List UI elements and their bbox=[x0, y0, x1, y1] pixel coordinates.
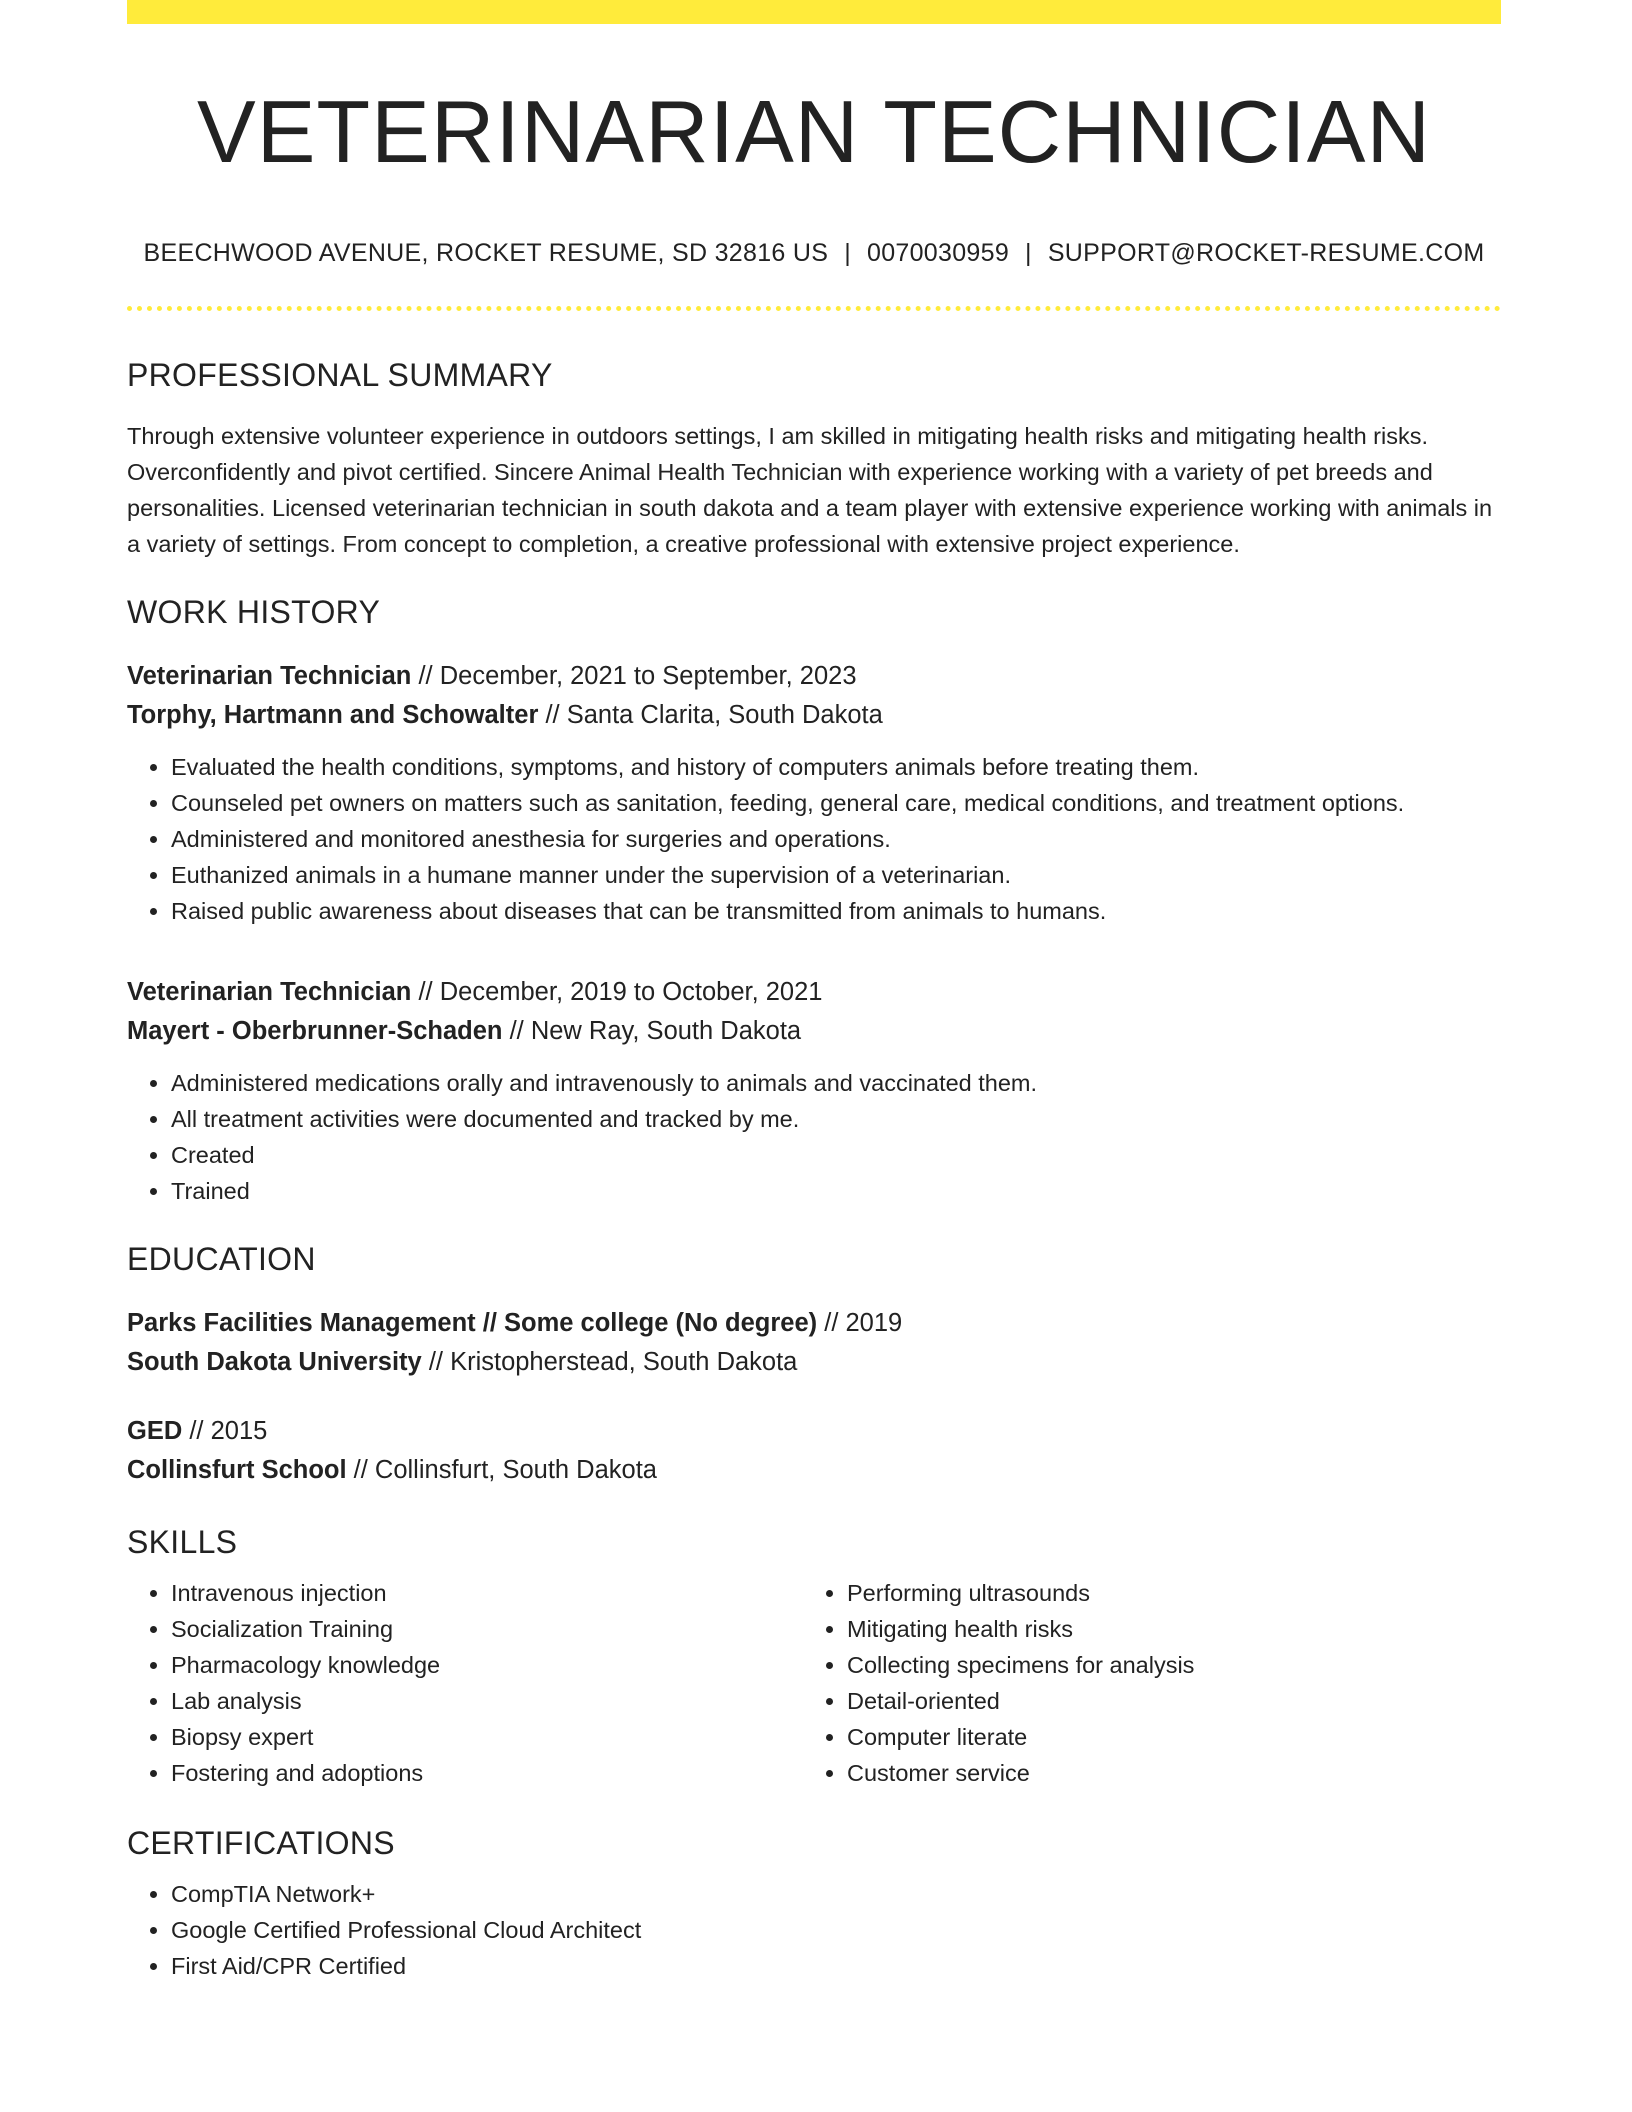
education-degree: Parks Facilities Management // Some college (No degree) bbox=[127, 1308, 818, 1337]
job-title-line bbox=[127, 657, 1501, 696]
skills-heading: SKILLS bbox=[127, 1523, 238, 1560]
skills-grid bbox=[127, 1575, 1501, 1791]
list-item: • Detail-oriented bbox=[847, 1683, 1479, 1719]
education-entry bbox=[127, 1412, 1501, 1490]
contact-email: SUPPORT@ROCKET-RESUME.COM bbox=[1047, 238, 1485, 267]
list-item: • Administered and monitored anesthesia for surgeries and operations. bbox=[171, 821, 1501, 857]
skills-list bbox=[803, 1575, 1479, 1791]
list-item: • Euthanized animals in a humane manner under the supervision of a veterinarian. bbox=[171, 857, 1501, 893]
job-location: // New Ray, South Dakota bbox=[502, 1016, 802, 1045]
list-item: • CompTIA Network+ bbox=[171, 1876, 1501, 1912]
list-item: • Evaluated the health conditions, symptoms, and history of computers animals before treating them. bbox=[171, 749, 1501, 785]
education-degree: GED bbox=[127, 1416, 183, 1445]
education-year: // 2019 bbox=[817, 1308, 903, 1337]
education-year: // 2015 bbox=[182, 1416, 268, 1445]
job-company-line bbox=[127, 696, 1501, 735]
education-school-line bbox=[127, 1451, 1501, 1490]
certifications-list bbox=[127, 1876, 1501, 1984]
list-item: • Counseled pet owners on matters such as sanitation, feeding, general care, medical conditions, and treatment options. bbox=[171, 785, 1501, 821]
list-item: • All treatment activities were documented and tracked by me. bbox=[171, 1101, 1501, 1137]
job-role: Veterinarian Technician bbox=[127, 977, 412, 1006]
summary-text: Through extensive volunteer experience in outdoors settings, I am skilled in mitigating health risks and mitigating health risks. Overconfidently and pivot certified. Sincere Animal Health Technician with experience working with a variety of pet breeds and personalities. Licensed veterinarian technician in south dakota and a team player with extensive experience working with animals in a variety of settings. From concept to completion, a creative professional with extensive project experience. bbox=[127, 422, 1493, 557]
list-item: • Performing ultrasounds bbox=[847, 1575, 1479, 1611]
education-location: // Kristopherstead, South Dakota bbox=[421, 1347, 798, 1376]
list-item: • Pharmacology knowledge bbox=[171, 1647, 803, 1683]
job-entry bbox=[127, 657, 1501, 735]
list-item: • Socialization Training bbox=[171, 1611, 803, 1647]
list-item: • Google Certified Professional Cloud Architect bbox=[171, 1912, 1501, 1948]
list-item: • First Aid/CPR Certified bbox=[171, 1948, 1501, 1984]
job-title-line bbox=[127, 973, 1501, 1012]
education-degree-line bbox=[127, 1304, 1501, 1343]
job-company: Torphy, Hartmann and Schowalter bbox=[127, 700, 539, 729]
education-school: Collinsfurt School bbox=[127, 1455, 347, 1484]
list-item: • Mitigating health risks bbox=[847, 1611, 1479, 1647]
education-school-line bbox=[127, 1343, 1501, 1382]
contact-address: BEECHWOOD AVENUE, ROCKET RESUME, SD 32816 US bbox=[143, 238, 829, 267]
list-item: • Fostering and adoptions bbox=[171, 1755, 803, 1791]
contact-separator: | bbox=[844, 238, 851, 267]
list-item: • Created bbox=[171, 1137, 1501, 1173]
list-item: • Biopsy expert bbox=[171, 1719, 803, 1755]
list-item: • Lab analysis bbox=[171, 1683, 803, 1719]
job-role: Veterinarian Technician bbox=[127, 661, 412, 690]
list-item: • Customer service bbox=[847, 1755, 1479, 1791]
work-history-heading: WORK HISTORY bbox=[127, 593, 381, 630]
resume-page bbox=[127, 0, 1501, 1984]
dotted-divider bbox=[127, 306, 1501, 311]
job-dates: // December, 2021 to September, 2023 bbox=[411, 661, 857, 690]
job-location: // Santa Clarita, South Dakota bbox=[538, 700, 883, 729]
list-item: • Raised public awareness about diseases that can be transmitted from animals to humans. bbox=[171, 893, 1501, 929]
contact-separator: | bbox=[1025, 238, 1032, 267]
job-company: Mayert - Oberbrunner-Schaden bbox=[127, 1016, 503, 1045]
education-heading: EDUCATION bbox=[127, 1240, 316, 1277]
education-entry bbox=[127, 1304, 1501, 1382]
resume-name: VETERINARIAN TECHNICIAN bbox=[197, 82, 1431, 181]
skills-column-right bbox=[803, 1575, 1479, 1791]
contact-line bbox=[127, 239, 1501, 268]
list-item: • Collecting specimens for analysis bbox=[847, 1647, 1479, 1683]
list-item: • Trained bbox=[171, 1173, 1501, 1209]
education-degree-line bbox=[127, 1412, 1501, 1451]
job-bullet-list bbox=[127, 749, 1501, 929]
skills-column-left bbox=[127, 1575, 803, 1791]
summary-heading: PROFESSIONAL SUMMARY bbox=[127, 356, 553, 393]
list-item: • Administered medications orally and intravenously to animals and vaccinated them. bbox=[171, 1065, 1501, 1101]
job-bullet-list bbox=[127, 1065, 1501, 1209]
job-dates: // December, 2019 to October, 2021 bbox=[411, 977, 823, 1006]
certifications-heading: CERTIFICATIONS bbox=[127, 1824, 395, 1861]
contact-phone: 0070030959 bbox=[866, 238, 1010, 267]
education-school: South Dakota University bbox=[127, 1347, 422, 1376]
list-item: • Computer literate bbox=[847, 1719, 1479, 1755]
education-location: // Collinsfurt, South Dakota bbox=[346, 1455, 657, 1484]
top-accent-bar bbox=[127, 0, 1501, 24]
job-company-line bbox=[127, 1012, 1501, 1051]
skills-list bbox=[127, 1575, 803, 1791]
job-entry bbox=[127, 973, 1501, 1051]
list-item: • Intravenous injection bbox=[171, 1575, 803, 1611]
